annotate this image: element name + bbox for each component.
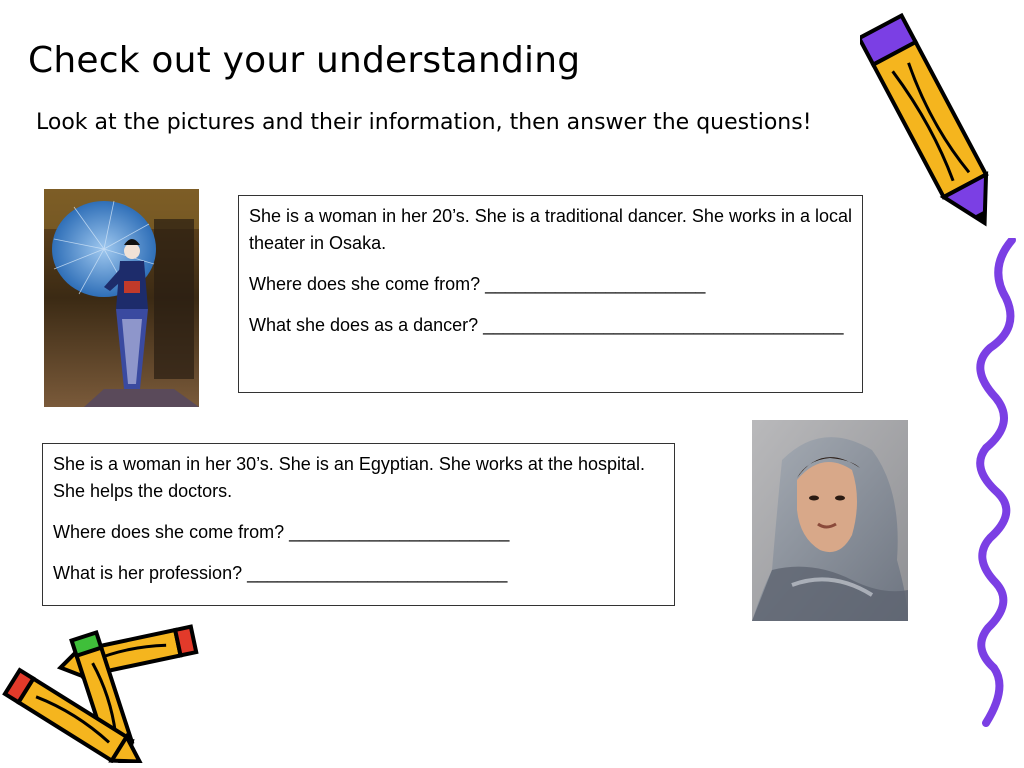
dancer-info-card (238, 195, 863, 393)
slide-title: Check out your understanding (28, 40, 581, 81)
woman-photo (752, 420, 908, 621)
squiggle-decoration (968, 238, 1020, 728)
nurse-info-card (42, 443, 675, 606)
crossed-pencils-icon (0, 618, 205, 763)
pencil-icon (860, 4, 1005, 244)
dancer-question-origin: Where does she come from? ______________________ (249, 274, 706, 294)
dancer-photo (44, 189, 199, 407)
nurse-description: She is a woman in her 30’s. She is an Egyptian. She works at the hospital. She helps the doctors. (53, 454, 646, 501)
woman-image (752, 420, 908, 621)
dancer-question-job: What she does as a dancer? ____________________________________ (249, 315, 844, 335)
slide-subtitle: Look at the pictures and their information, then answer the questions! (36, 110, 812, 135)
nurse-question-profession: What is her profession? __________________________ (53, 563, 508, 583)
dancer-image (44, 189, 199, 407)
dancer-description: She is a woman in her 20’s. She is a traditional dancer. She works in a local theater in Osaka. (249, 206, 852, 253)
nurse-question-origin: Where does she come from? ______________________ (53, 522, 510, 542)
